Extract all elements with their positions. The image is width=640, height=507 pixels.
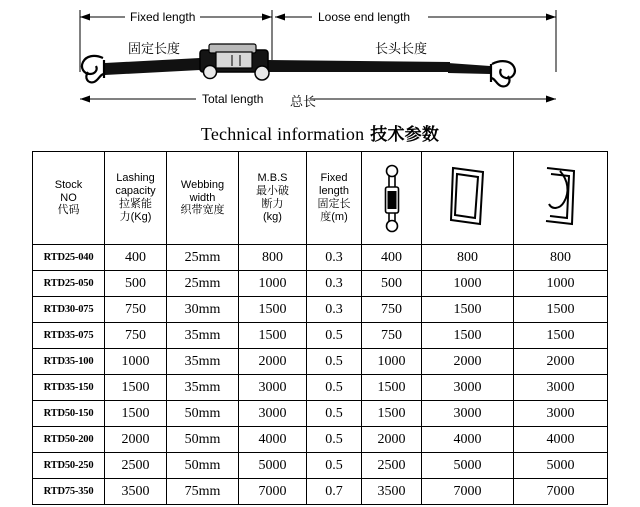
table-row (33, 479, 608, 505)
table-row (33, 375, 608, 401)
label-loose-end-cn: 长头长度 (375, 41, 428, 56)
table-row (33, 245, 608, 271)
cell-stock-no: RTD50-200 (33, 427, 105, 453)
cell-ratchet: 1500 (362, 375, 422, 401)
label-total-length-cn: 总长 (290, 94, 317, 109)
cell-stock-no: RTD50-250 (33, 453, 105, 479)
section-title (0, 118, 640, 151)
ratchet-buckle (200, 44, 269, 80)
cell-j-hook: 1500 (514, 297, 608, 323)
cell-mbs: 1500 (239, 297, 307, 323)
cell-stock-no: RTD25-040 (33, 245, 105, 271)
cell-mbs: 4000 (239, 427, 307, 453)
label-loose-end-en: Loose end length (318, 10, 411, 24)
header-j-hook (514, 152, 608, 245)
table-row (33, 323, 608, 349)
cell-square-hook: 1500 (422, 323, 514, 349)
cell-ratchet: 3500 (362, 479, 422, 505)
cell-fixed-length: 0.5 (307, 453, 362, 479)
cell-stock-no: RTD30-075 (33, 297, 105, 323)
cell-lashing-capacity: 750 (105, 297, 167, 323)
cell-lashing-capacity: 3500 (105, 479, 167, 505)
table-header-row (33, 152, 608, 245)
section-title-cn: 技术参数 (370, 125, 440, 144)
label-total-length-en: Total length (202, 92, 264, 106)
cell-webbing-width: 35mm (167, 323, 239, 349)
table-row (33, 349, 608, 375)
cell-square-hook: 3000 (422, 401, 514, 427)
cell-ratchet: 2000 (362, 427, 422, 453)
cell-j-hook: 800 (514, 245, 608, 271)
header-mbs: M.B.S 最小破 断力 (kg) (239, 152, 307, 245)
cell-webbing-width: 50mm (167, 427, 239, 453)
cell-j-hook: 1000 (514, 271, 608, 297)
cell-j-hook: 3000 (514, 375, 608, 401)
cell-square-hook: 7000 (422, 479, 514, 505)
cell-j-hook: 5000 (514, 453, 608, 479)
cell-stock-no: RTD35-100 (33, 349, 105, 375)
cell-lashing-capacity: 500 (105, 271, 167, 297)
table-row (33, 427, 608, 453)
cell-stock-no: RTD35-075 (33, 323, 105, 349)
table-body (33, 245, 608, 505)
cell-mbs: 1500 (239, 323, 307, 349)
table-row (33, 453, 608, 479)
cell-j-hook: 7000 (514, 479, 608, 505)
cell-mbs: 1000 (239, 271, 307, 297)
cell-fixed-length: 0.3 (307, 245, 362, 271)
cell-lashing-capacity: 1500 (105, 401, 167, 427)
cell-ratchet: 1500 (362, 401, 422, 427)
cell-fixed-length: 0.5 (307, 375, 362, 401)
cell-fixed-length: 0.3 (307, 297, 362, 323)
label-fixed-length-cn: 固定长度 (128, 41, 181, 56)
cell-mbs: 3000 (239, 375, 307, 401)
cell-square-hook: 4000 (422, 427, 514, 453)
header-square-hook (422, 152, 514, 245)
cell-fixed-length: 0.5 (307, 323, 362, 349)
square-hook-icon (447, 162, 489, 234)
cell-mbs: 800 (239, 245, 307, 271)
cell-j-hook: 3000 (514, 401, 608, 427)
table-row (33, 271, 608, 297)
cell-fixed-length: 0.5 (307, 349, 362, 375)
cell-square-hook: 3000 (422, 375, 514, 401)
cell-webbing-width: 35mm (167, 349, 239, 375)
table-row (33, 297, 608, 323)
cell-webbing-width: 30mm (167, 297, 239, 323)
cell-webbing-width: 50mm (167, 401, 239, 427)
cell-mbs: 5000 (239, 453, 307, 479)
cell-webbing-width: 25mm (167, 271, 239, 297)
ratchet-buckle-icon (379, 163, 405, 233)
cell-lashing-capacity: 1500 (105, 375, 167, 401)
cell-webbing-width: 35mm (167, 375, 239, 401)
cell-fixed-length: 0.7 (307, 479, 362, 505)
specification-table (32, 151, 608, 505)
webbing-strap (105, 58, 490, 75)
table-row (33, 401, 608, 427)
cell-ratchet: 750 (362, 323, 422, 349)
header-fixed-length: Fixed length 固定长 度(m) (307, 152, 362, 245)
cell-j-hook: 1500 (514, 323, 608, 349)
header-stock-no: Stock NO 代码 (33, 152, 105, 245)
right-hook-icon (491, 61, 515, 86)
cell-ratchet: 400 (362, 245, 422, 271)
cell-mbs: 2000 (239, 349, 307, 375)
cell-lashing-capacity: 2500 (105, 453, 167, 479)
cell-lashing-capacity: 2000 (105, 427, 167, 453)
cell-square-hook: 1500 (422, 297, 514, 323)
header-lashing-capacity: Lashing capacity 拉紧能 力(Kg) (105, 152, 167, 245)
cell-stock-no: RTD50-150 (33, 401, 105, 427)
header-webbing-width: Webbing width 织带宽度 (167, 152, 239, 245)
cell-square-hook: 2000 (422, 349, 514, 375)
cell-fixed-length: 0.3 (307, 271, 362, 297)
product-diagram (0, 0, 640, 118)
cell-webbing-width: 25mm (167, 245, 239, 271)
cell-mbs: 3000 (239, 401, 307, 427)
cell-j-hook: 2000 (514, 349, 608, 375)
cell-webbing-width: 50mm (167, 453, 239, 479)
cell-lashing-capacity: 400 (105, 245, 167, 271)
left-hook-icon (82, 56, 104, 82)
cell-lashing-capacity: 750 (105, 323, 167, 349)
j-hook-icon (540, 162, 582, 234)
cell-j-hook: 4000 (514, 427, 608, 453)
cell-ratchet: 2500 (362, 453, 422, 479)
section-title-en: Technical information (200, 124, 365, 144)
cell-stock-no: RTD25-050 (33, 271, 105, 297)
cell-fixed-length: 0.5 (307, 401, 362, 427)
cell-ratchet: 1000 (362, 349, 422, 375)
header-ratchet-buckle (362, 152, 422, 245)
cell-ratchet: 500 (362, 271, 422, 297)
cell-fixed-length: 0.5 (307, 427, 362, 453)
cell-ratchet: 750 (362, 297, 422, 323)
arrowheads (80, 14, 556, 103)
cell-square-hook: 800 (422, 245, 514, 271)
cell-mbs: 7000 (239, 479, 307, 505)
cell-stock-no: RTD35-150 (33, 375, 105, 401)
cell-lashing-capacity: 1000 (105, 349, 167, 375)
cell-stock-no: RTD75-350 (33, 479, 105, 505)
cell-square-hook: 1000 (422, 271, 514, 297)
label-fixed-length-en: Fixed length (130, 10, 196, 24)
cell-webbing-width: 75mm (167, 479, 239, 505)
cell-square-hook: 5000 (422, 453, 514, 479)
